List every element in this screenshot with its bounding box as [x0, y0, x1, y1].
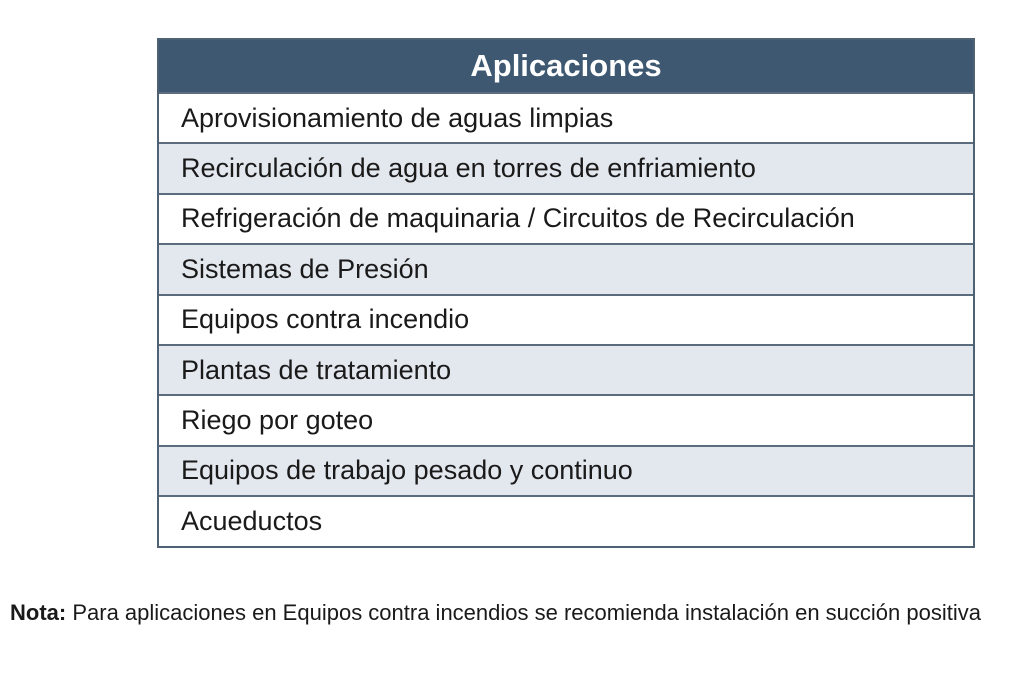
table-row: Equipos de trabajo pesado y continuo — [159, 445, 973, 495]
table-row: Recirculación de agua en torres de enfriamiento — [159, 142, 973, 192]
table-row: Riego por goteo — [159, 394, 973, 444]
table-row: Sistemas de Presión — [159, 243, 973, 293]
footnote — [10, 598, 1015, 628]
table-row: Aprovisionamiento de aguas limpias — [159, 92, 973, 142]
applications-table — [157, 38, 975, 548]
note-text: Para aplicaciones en Equipos contra incendios se recomienda instalación en succión positiva — [66, 600, 981, 625]
table-row: Refrigeración de maquinaria / Circuitos de Recirculación — [159, 193, 973, 243]
note-label: Nota: — [10, 600, 67, 625]
table-row: Acueductos — [159, 495, 973, 545]
table-row: Equipos contra incendio — [159, 294, 973, 344]
table-header: Aplicaciones — [159, 40, 973, 92]
table-row: Plantas de tratamiento — [159, 344, 973, 394]
